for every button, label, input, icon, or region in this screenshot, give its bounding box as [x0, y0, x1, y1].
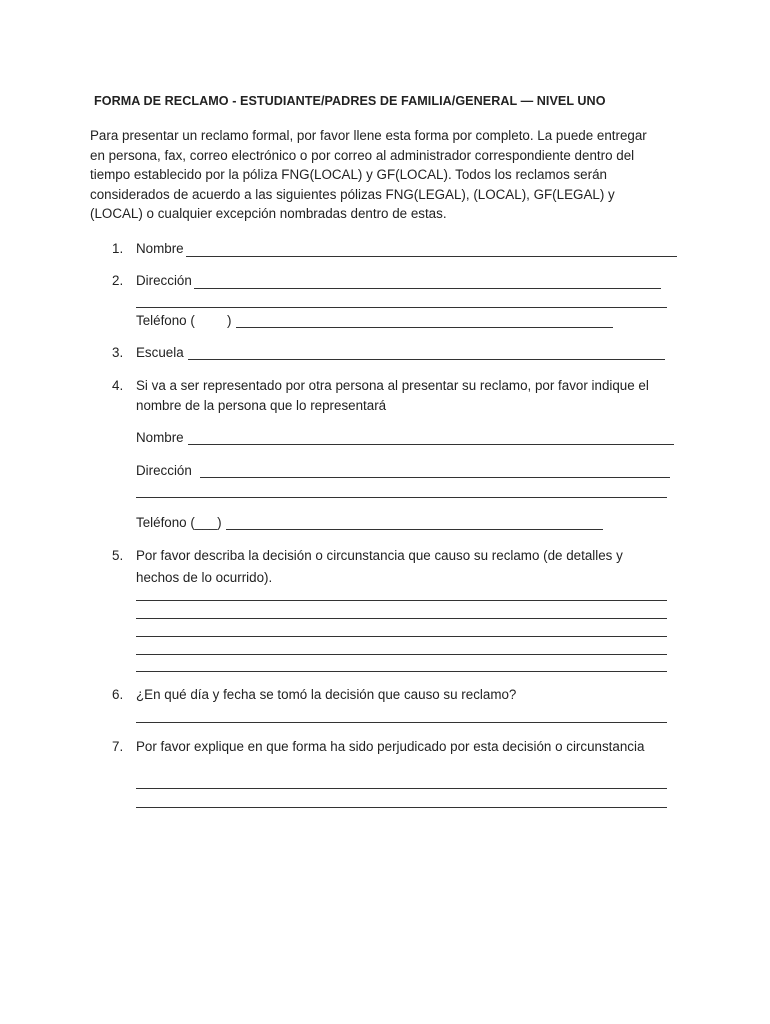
question-7-text: Por favor explique en que forma ha sido perjudicado por esta decisión o circunstancia: [136, 739, 645, 754]
description-field-line[interactable]: [136, 636, 667, 637]
school-label: Escuela: [136, 345, 184, 360]
representative-address-field-line-2[interactable]: [136, 497, 667, 498]
address-label: Dirección: [136, 273, 192, 288]
phone-field[interactable]: [236, 327, 613, 328]
item-number: 5.: [112, 548, 124, 563]
harm-explanation-field-line[interactable]: [136, 807, 667, 808]
representative-address-label: Dirección: [136, 463, 192, 478]
instructions-line: (LOCAL) o cualquier excepción nombradas dentro de estas.: [90, 206, 447, 221]
instructions-line: considerados de acuerdo a las siguientes pólizas FNG(LEGAL), (LOCAL), GF(LEGAL) y: [90, 186, 615, 202]
question-5-text: Por favor describa la decisión o circunstancia que causo su reclamo (de detalles y: [136, 548, 623, 563]
representative-name-label: Nombre: [136, 430, 184, 445]
form-title: FORMA DE RECLAMO - ESTUDIANTE/PADRES DE FAMILIA/GENERAL — NIVEL UNO: [94, 94, 606, 108]
name-label: Nombre: [136, 241, 184, 256]
question-5-text-cont: hechos de lo ocurrido).: [136, 570, 273, 585]
description-field-line[interactable]: [136, 600, 667, 601]
phone-paren-close: ): [227, 313, 232, 328]
address-field-line-1[interactable]: [194, 288, 661, 289]
question-6-text: ¿En qué día y fecha se tomó la decisión que causo su reclamo?: [136, 687, 517, 702]
phone-label: Teléfono (: [136, 313, 195, 328]
representative-phone-label: Teléfono (___): [136, 515, 222, 530]
instructions-line: Para presentar un reclamo formal, por favor llene esta forma por completo. La puede entregar: [90, 128, 647, 143]
item-number: 1.: [112, 241, 124, 256]
instructions-line: tiempo establecido por la póliza FNG(LOCAL) y GF(LOCAL). Todos los reclamos serán: [90, 167, 607, 182]
item-number: 7.: [112, 739, 124, 754]
representative-phone-field[interactable]: [226, 529, 603, 530]
question-4-text: Si va a ser representado por otra persona al presentar su reclamo, por favor indique el: [136, 378, 649, 393]
representative-name-field[interactable]: [188, 444, 674, 445]
item-number: 6.: [112, 687, 124, 702]
question-4-text-cont: nombre de la persona que lo representará: [136, 398, 387, 413]
form-instructions: [90, 126, 690, 224]
description-field-line[interactable]: [136, 654, 667, 655]
description-field-line[interactable]: [136, 671, 667, 672]
item-number: 4.: [112, 378, 124, 393]
description-field-line[interactable]: [136, 618, 667, 619]
item-number: 2.: [112, 273, 124, 288]
instructions-line: en persona, fax, correo electrónico o por correo al administrador correspondiente dentro del: [90, 147, 635, 163]
decision-date-field[interactable]: [136, 722, 667, 723]
representative-address-field-line-1[interactable]: [200, 477, 670, 478]
item-number: 3.: [112, 345, 124, 360]
harm-explanation-field-line[interactable]: [136, 788, 667, 789]
address-field-line-2[interactable]: [136, 307, 667, 308]
name-field[interactable]: [186, 256, 677, 257]
school-field[interactable]: [188, 359, 665, 360]
